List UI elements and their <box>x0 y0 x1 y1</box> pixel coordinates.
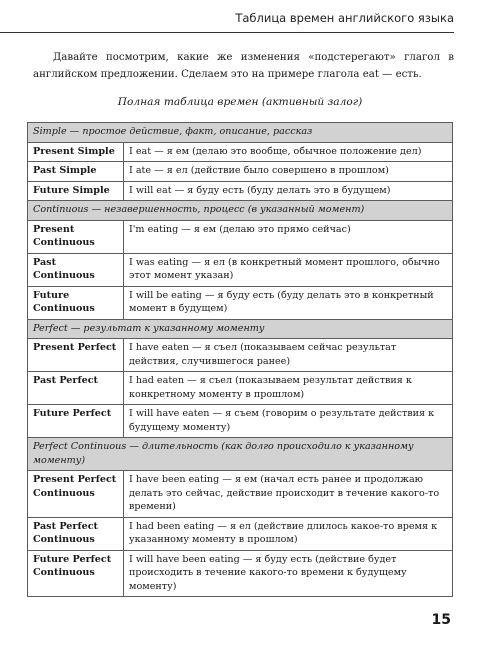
group-row <box>28 438 453 471</box>
tense-name: Future Simple <box>28 181 124 201</box>
group-title-perfect-continuous: Perfect Continuous — длительность (как долго происходило к указанному моменту) <box>28 438 453 471</box>
tense-example: I ate — я ел (действие было совершено в прошлом) <box>124 162 453 182</box>
table-row <box>28 405 453 438</box>
table-row <box>28 142 453 162</box>
running-head: Таблица времен английского языка <box>235 11 454 25</box>
table-row <box>28 372 453 405</box>
tense-name: Present Perfect <box>28 339 124 372</box>
tense-example: I will be eating — я буду есть (буду делать это в конкретный момент в будущем) <box>124 286 453 319</box>
table-row <box>28 517 453 550</box>
tense-example: I eat — я ем (делаю это вообще, обычное положение дел) <box>124 142 453 162</box>
group-title-perfect: Perfect — результат к указанному моменту <box>28 319 453 339</box>
group-title-continuous: Continuous — незавершенность, процесс (в указанный момент) <box>28 201 453 221</box>
tense-name: Past Perfect <box>28 372 124 405</box>
tense-name: Future Perfect <box>28 405 124 438</box>
tense-example: I'm eating — я ем (делаю это прямо сейчас) <box>124 220 453 253</box>
page-number: 15 <box>431 612 451 628</box>
tense-example: I was eating — я ел (в конкретный момент прошлого, обычно этот момент указан) <box>124 253 453 286</box>
tense-name: Past Continuous <box>28 253 124 286</box>
tense-example: I will eat — я буду есть (буду делать это в будущем) <box>124 181 453 201</box>
table-row <box>28 471 453 518</box>
tense-example: I had eaten — я съел (показываем результат действия к конкретному моменту в прошлом) <box>124 372 453 405</box>
header-rule <box>0 32 454 33</box>
tense-example: I have eaten — я съел (показываем сейчас результат действия, случившегося ранее) <box>124 339 453 372</box>
table-row <box>28 286 453 319</box>
table-caption: Полная таблица времен (активный залог) <box>117 96 363 108</box>
group-title-simple: Simple — простое действие, факт, описание, рассказ <box>28 123 453 143</box>
tense-name: Present Perfect Continuous <box>28 471 124 518</box>
table-row <box>28 162 453 182</box>
tense-name: Present Continuous <box>28 220 124 253</box>
intro-paragraph: Давайте посмотрим, какие же изменения «подстерегают» глагол в английском предложении. Сделаем это на примере глагола eat — есть. <box>33 52 454 80</box>
tense-name: Past Simple <box>28 162 124 182</box>
group-row <box>28 123 453 143</box>
tense-example: I will have been eating — я буду есть (действие будет происходить в течение какого-то времени к будущему моменту) <box>124 550 453 597</box>
table-row <box>28 253 453 286</box>
tense-example: I had been eating — я ел (действие длилось какое-то время к указанному моменту в прошлом) <box>124 517 453 550</box>
table-row <box>28 181 453 201</box>
group-row <box>28 319 453 339</box>
tense-example: I have been eating — я ем (начал есть ранее и продолжаю делать это сейчас, действие происходит в течение какого-то времени) <box>124 471 453 518</box>
table-row <box>28 220 453 253</box>
table-row <box>28 550 453 597</box>
table-row <box>28 339 453 372</box>
tense-name: Past Perfect Continuous <box>28 517 124 550</box>
tense-name: Future Perfect Continuous <box>28 550 124 597</box>
tense-name: Future Continuous <box>28 286 124 319</box>
tense-example: I will have eaten — я съем (говорим о результате действия к будущему моменту) <box>124 405 453 438</box>
tense-table <box>27 122 453 597</box>
group-row <box>28 201 453 221</box>
tense-name: Present Simple <box>28 142 124 162</box>
